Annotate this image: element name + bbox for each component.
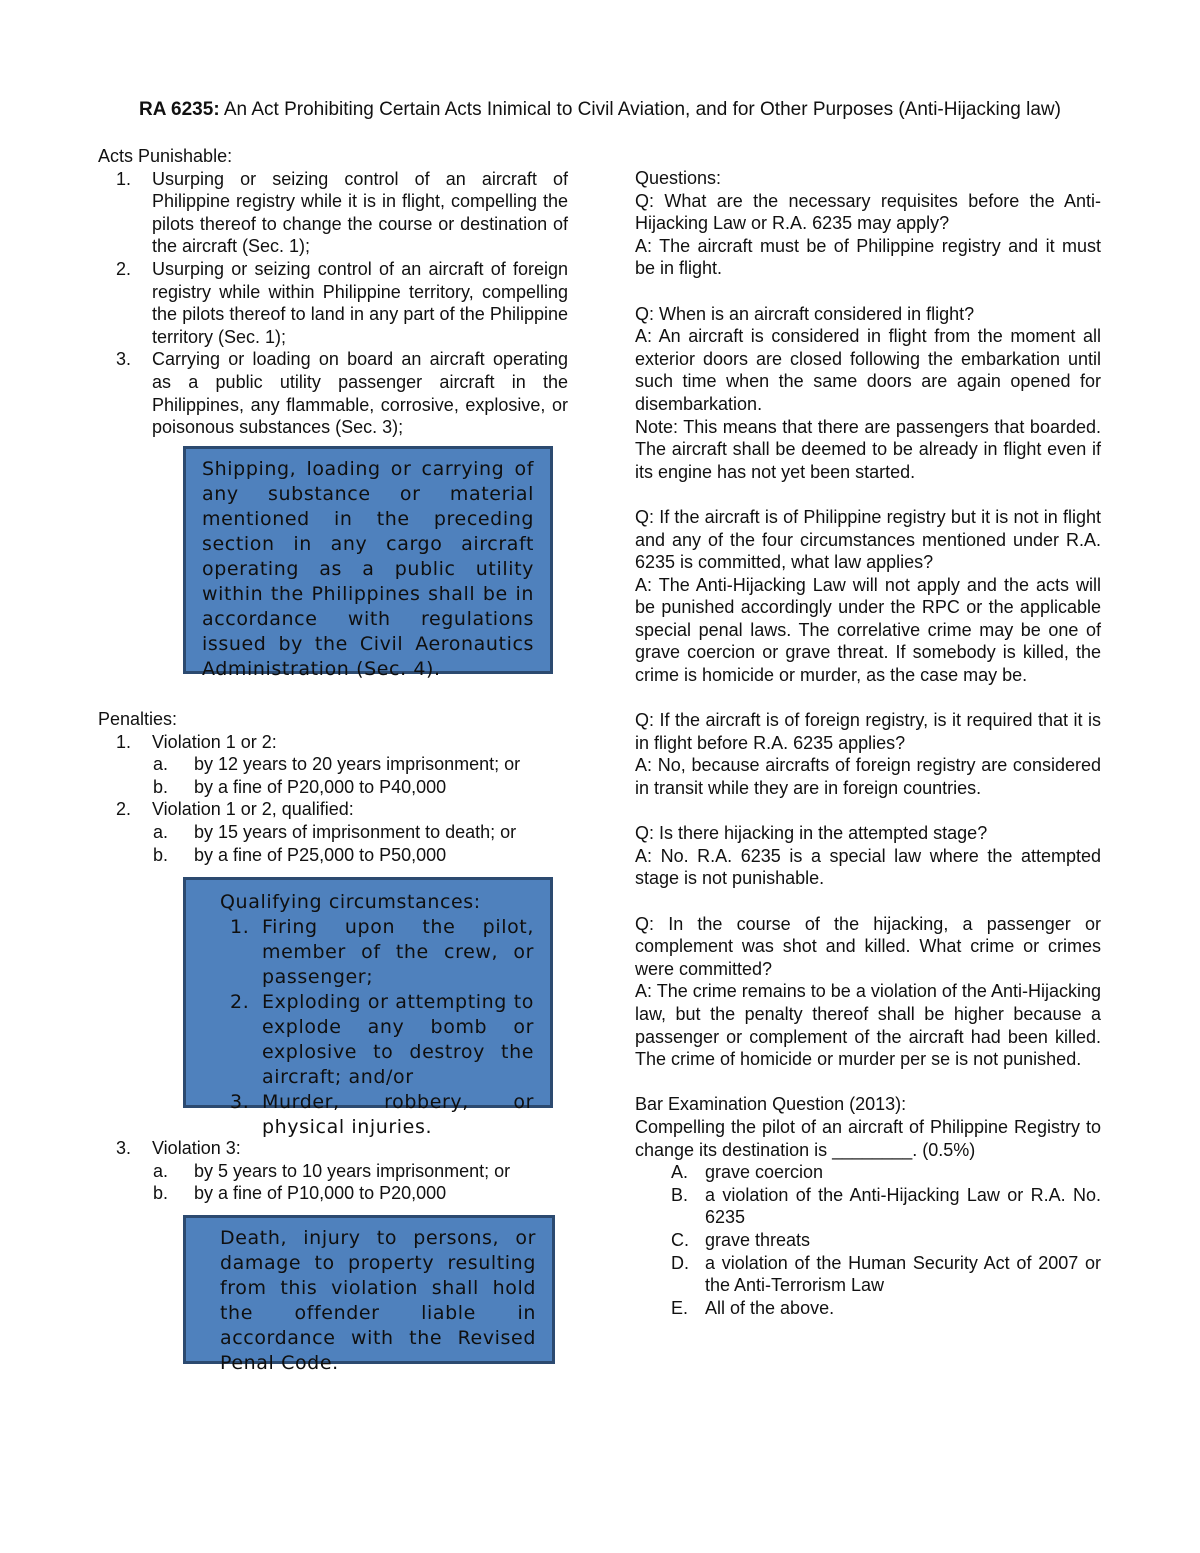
penalty-sub-item	[98, 776, 568, 799]
penalty-sub-letter: a.	[153, 1160, 169, 1181]
penalty-number: 2.	[116, 799, 132, 820]
questions-section	[635, 167, 1101, 1319]
penalty-sub-text: by a fine of P10,000 to P20,000	[194, 1183, 447, 1204]
option-letter: D.	[671, 1252, 689, 1273]
penalty-sub-text: by a fine of P25,000 to P50,000	[194, 844, 447, 865]
option-text: All of the above.	[705, 1297, 835, 1318]
penalty-sub-text: by 12 years to 20 years imprisonment; or	[194, 754, 521, 775]
bar-exam-option	[635, 1229, 1101, 1252]
act-number: 3.	[116, 349, 132, 370]
answer-text: A: The crime remains to be a violation of the Anti-Hijacking law, but the penalty thereof shall be higher because a passenger or complement of the aircraft had been killed. The crime of homicide or murder per se is not punished.	[635, 981, 1101, 1070]
acts-heading: Acts Punishable:	[98, 146, 233, 166]
question-text: Q: In the course of the hijacking, a passenger or complement was shot and killed. What crime or crimes were committed?	[635, 913, 1101, 979]
penalty-sub-item	[98, 844, 568, 867]
option-letter: A.	[671, 1162, 689, 1183]
penalties-section	[98, 708, 568, 866]
option-text: grave threats	[705, 1229, 811, 1250]
penalty-number: 3.	[116, 1138, 132, 1158]
act-text: Usurping or seizing control of an aircraft of foreign registry while within Philippine territory, compelling the pilots thereof to land in any part of the Philippine territory (Sec. 1);	[152, 258, 568, 347]
bar-exam-option	[635, 1252, 1101, 1297]
liability-textbox	[183, 1215, 555, 1374]
answer-text: A: No. R.A. 6235 is a special law where the attempted stage is not punishable.	[635, 845, 1101, 889]
penalty-sub-text: by a fine of P20,000 to P40,000	[194, 776, 447, 797]
qualifying-item	[220, 915, 534, 990]
penalty-label: Violation 3:	[152, 1138, 241, 1158]
answer-text: A: The aircraft must be of Philippine registry and it must be in flight.	[635, 235, 1101, 279]
penalty-label: Violation 1 or 2:	[152, 731, 277, 752]
option-text: a violation of the Anti-Hijacking Law or R.A. No. 6235	[705, 1184, 1101, 1228]
qualifying-circumstances-textbox	[183, 877, 553, 1138]
option-letter: C.	[671, 1229, 689, 1250]
qualifying-text: Murder, robbery, or physical injuries.	[262, 1091, 534, 1138]
penalty-sub-item	[98, 753, 568, 776]
penalties-section-continued	[98, 1137, 568, 1205]
question-text: Q: If the aircraft is of foreign registry, is it required that it is in flight before R.A. 6235 applies?	[635, 710, 1101, 753]
penalty-sub-letter: b.	[153, 844, 169, 865]
act-number: 2.	[116, 258, 132, 279]
penalty-sub-item	[98, 1160, 568, 1183]
option-letter: B.	[671, 1184, 689, 1205]
penalty-item	[98, 798, 568, 821]
penalty-item	[98, 731, 568, 754]
option-letter: E.	[671, 1297, 689, 1318]
qualifying-text: Exploding or attempting to explode any bomb or explosive to destroy the aircraft; and/or	[262, 991, 534, 1088]
penalty-sub-item	[98, 1182, 568, 1205]
penalty-sub-letter: b.	[153, 776, 169, 797]
question-text: Q: When is an aircraft considered in flight?	[635, 303, 975, 324]
answer-text: A: An aircraft is considered in flight from the moment all exterior doors are closed following the embarkation until such time when the same doors are again opened for disembarkation.	[635, 326, 1101, 414]
note-text: Note: This means that there are passengers that boarded. The aircraft shall be deemed to be already in flight even if its engine has not yet been started.	[635, 416, 1101, 482]
bar-exam-heading: Bar Examination Question (2013):	[635, 1094, 907, 1115]
act-text: Usurping or seizing control of an aircraft of Philippine registry while it is in flight, compelling the pilots thereof to change the course or destination of the aircraft (Sec. 1);	[152, 168, 568, 257]
qualifying-number: 1.	[230, 916, 250, 938]
bar-exam-option	[635, 1297, 1101, 1320]
penalty-sub-item	[98, 821, 568, 844]
title-text: An Act Prohibiting Certain Acts Inimical to Civil Aviation, and for Other Purposes (Anti-Hijacking law)	[219, 99, 1061, 120]
penalty-sub-text: by 5 years to 10 years imprisonment; or	[194, 1160, 511, 1181]
acts-punishable-section	[98, 145, 568, 439]
act-item	[98, 258, 568, 348]
bar-exam-question: Compelling the pilot of an aircraft of Philippine Registry to change its destination is ________. (0.5%)	[635, 1116, 1101, 1160]
document-title	[0, 98, 1200, 122]
act-text: Carrying or loading on board an aircraft operating as a public utility passenger aircraft in the Philippines, any flammable, corrosive, explosive, or poisonous substances (Sec. 3);	[152, 349, 568, 438]
penalty-sub-letter: a.	[153, 754, 169, 775]
penalty-label: Violation 1 or 2, qualified:	[152, 799, 354, 820]
qualifying-heading: Qualifying circumstances:	[220, 891, 481, 913]
qualifying-text: Firing upon the pilot, member of the crew, or passenger;	[262, 916, 534, 988]
bar-exam-option	[635, 1161, 1101, 1184]
qualifying-item	[220, 990, 534, 1090]
penalty-number: 1.	[116, 731, 132, 752]
qualifying-item	[220, 1090, 534, 1140]
question-text: Q: Is there hijacking in the attempted stage?	[635, 823, 988, 844]
question-text: Q: What are the necessary requisites before the Anti-Hijacking Law or R.A. 6235 may apply?	[635, 190, 1101, 234]
qualifying-number: 2.	[230, 991, 250, 1013]
answer-text: A: The Anti-Hijacking Law will not apply and the acts will be punished accordingly under the RPC or the applicable special penal laws. The correlative crime may be one of grave coercion or grave threat. If somebody is killed, the crime is homicide or murder, as the case may be.	[635, 574, 1101, 686]
bar-exam-option	[635, 1184, 1101, 1229]
penalty-sub-letter: a.	[153, 821, 169, 842]
act-item	[98, 348, 568, 438]
cargo-regulation-textbox	[183, 446, 553, 680]
cargo-regulation-text: Shipping, loading or carrying of any substance or material mentioned in the preceding section in any cargo aircraft operating as a public utility within the Philippines shall be in accordance with regulations issued by the Civil Aeronautics Administration (Sec. 4).	[202, 458, 534, 680]
option-text: a violation of the Human Security Act of 2007 or the Anti-Terrorism Law	[705, 1252, 1101, 1296]
penalty-sub-letter: b.	[153, 1183, 169, 1204]
liability-text: Death, injury to persons, or damage to property resulting from this violation shall hold the offender liable in accordance with the Revised Penal Code.	[220, 1227, 536, 1374]
penalties-heading: Penalties:	[98, 709, 178, 729]
answer-text: A: No, because aircrafts of foreign registry are considered in transit while they are in foreign countries.	[635, 755, 1101, 799]
penalty-sub-text: by 15 years of imprisonment to death; or	[194, 821, 517, 842]
qualifying-number: 3.	[230, 1091, 250, 1113]
act-number: 1.	[116, 168, 132, 189]
penalty-item	[98, 1137, 568, 1160]
question-text: Q: If the aircraft is of Philippine registry but it is not in flight and any of the four circumstances mentioned under R.A. 6235 is committed, what law applies?	[635, 506, 1101, 573]
questions-heading: Questions:	[635, 168, 722, 188]
act-item	[98, 168, 568, 258]
title-law-number: RA 6235:	[139, 99, 220, 120]
option-text: grave coercion	[705, 1162, 824, 1183]
